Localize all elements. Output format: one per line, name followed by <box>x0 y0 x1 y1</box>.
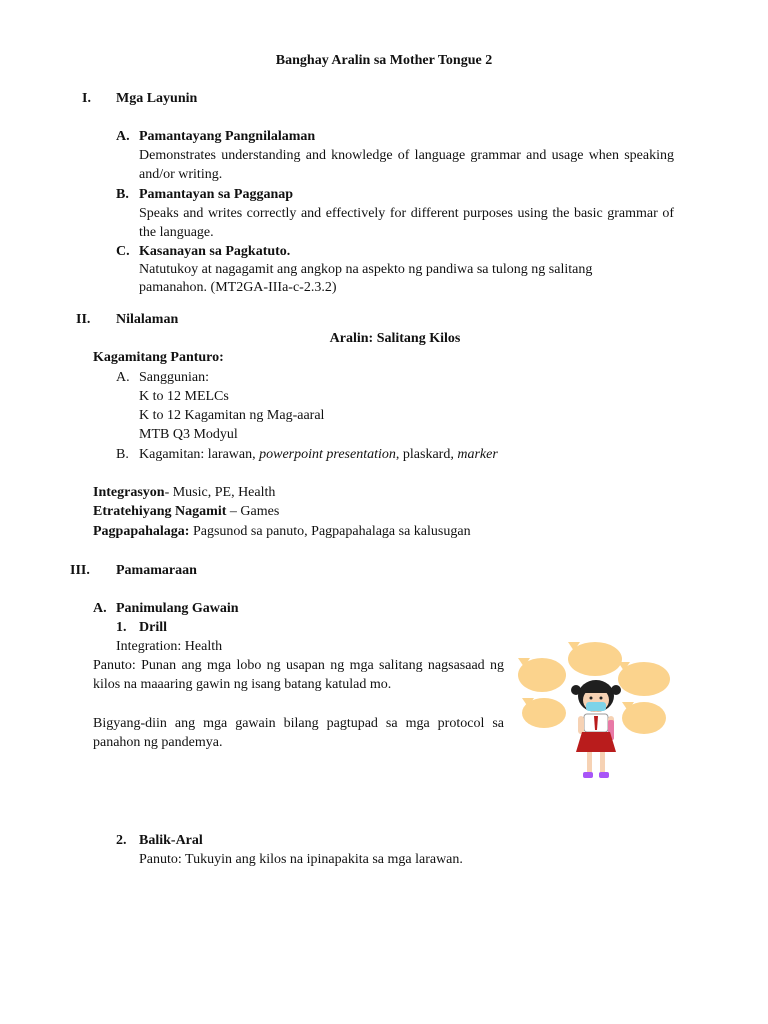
content-standard-title: Pamantayang Pangnilalaman <box>139 129 316 144</box>
speech-bubble-icon <box>518 658 566 692</box>
performance-standard-text: Speaks and writes correctly and effectively for different purposes using the basic grammar of the language. <box>139 206 674 240</box>
learning-competency-title: Kasanayan sa Pagkatuto. <box>139 244 291 259</box>
drill-instruction: Panuto: Punan ang mga lobo ng usapan ng mga salitang nagsasaad ng kilos na maaaring gawin ng isang batang katulad mo. <box>93 658 504 692</box>
materials-letter-b: B. <box>116 447 129 462</box>
learning-competency-text-line2: pamanahon. (MT2GA-IIIa-c-2.3.2) <box>139 280 337 295</box>
preliminary-activity-title: Panimulang Gawain <box>116 601 239 616</box>
integration-line <box>93 483 275 502</box>
materials-prefix: Kagamitan: larawan, <box>139 447 260 462</box>
strategy-line <box>93 502 279 521</box>
lesson-title: Aralin: Salitang Kilos <box>329 331 461 346</box>
values-value: Pagsunod sa panuto, Pagpapahalaga sa kalusugan <box>189 524 471 539</box>
reference-item: K to 12 Kagamitan ng Mag-aaral <box>139 408 325 423</box>
section-numeral-1: I. <box>82 91 91 106</box>
drill-integration: Integration: Health <box>116 639 223 654</box>
integration-value: - Music, PE, Health <box>164 485 276 500</box>
drill-emphasis: Bigyang-diin ang mga gawain bilang pagtupad sa mga protocol sa panahon ng pandemya. <box>93 716 504 750</box>
item-letter-b: B. <box>116 187 129 202</box>
values-label: Pagpapahalaga: <box>93 524 190 539</box>
reference-item: K to 12 MELCs <box>139 389 229 404</box>
item-letter-a: A. <box>116 129 130 144</box>
girl-figure-icon <box>564 676 628 784</box>
strategy-value: – Games <box>226 504 280 519</box>
procedure-letter-a: A. <box>93 601 107 616</box>
review-instruction: Panuto: Tukuyin ang kilos na ipinapakita sa mga larawan. <box>139 852 463 867</box>
materials-letter-a: A. <box>116 370 130 385</box>
document-title: Banghay Aralin sa Mother Tongue 2 <box>275 53 493 68</box>
item-letter-c: C. <box>116 244 130 259</box>
strategy-label: Etratehiyang Nagamit <box>93 504 227 519</box>
materials-list <box>139 445 498 464</box>
materials-powerpoint: powerpoint presentation <box>259 447 396 462</box>
content-standard-text: Demonstrates understanding and knowledge of language grammar and usage when speaking and/or writing. <box>139 148 674 182</box>
speech-bubble-icon <box>522 698 566 728</box>
materials-middle: , plaskard <box>395 447 451 462</box>
performance-standard-title: Pamantayan sa Pagganap <box>139 187 294 202</box>
reference-item: MTB Q3 Modyul <box>139 427 238 442</box>
section-numeral-3: III. <box>70 563 90 578</box>
review-number: 2. <box>116 833 127 848</box>
girl-with-speech-bubbles-icon <box>518 640 678 786</box>
review-title: Balik-Aral <box>139 833 203 848</box>
integration-label: Integrasyon <box>93 485 165 500</box>
speech-bubble-icon <box>568 642 622 676</box>
materials-marker: , marker <box>450 447 498 462</box>
section-heading-content: Nilalaman <box>116 312 179 327</box>
section-numeral-2: II. <box>76 312 91 327</box>
learning-competency-text-line1: Natutukoy at nagagamit ang angkop na aspekto ng pandiwa sa tulong ng salitang <box>139 262 593 277</box>
materials-heading: Kagamitang Panturo: <box>93 350 224 365</box>
references-label: Sanggunian: <box>139 370 209 385</box>
drill-number: 1. <box>116 620 127 635</box>
values-line <box>93 522 471 541</box>
drill-title: Drill <box>139 620 167 635</box>
section-heading-procedure: Pamamaraan <box>116 563 197 578</box>
speech-bubble-icon <box>622 702 666 734</box>
section-heading-objectives: Mga Layunin <box>116 91 198 106</box>
